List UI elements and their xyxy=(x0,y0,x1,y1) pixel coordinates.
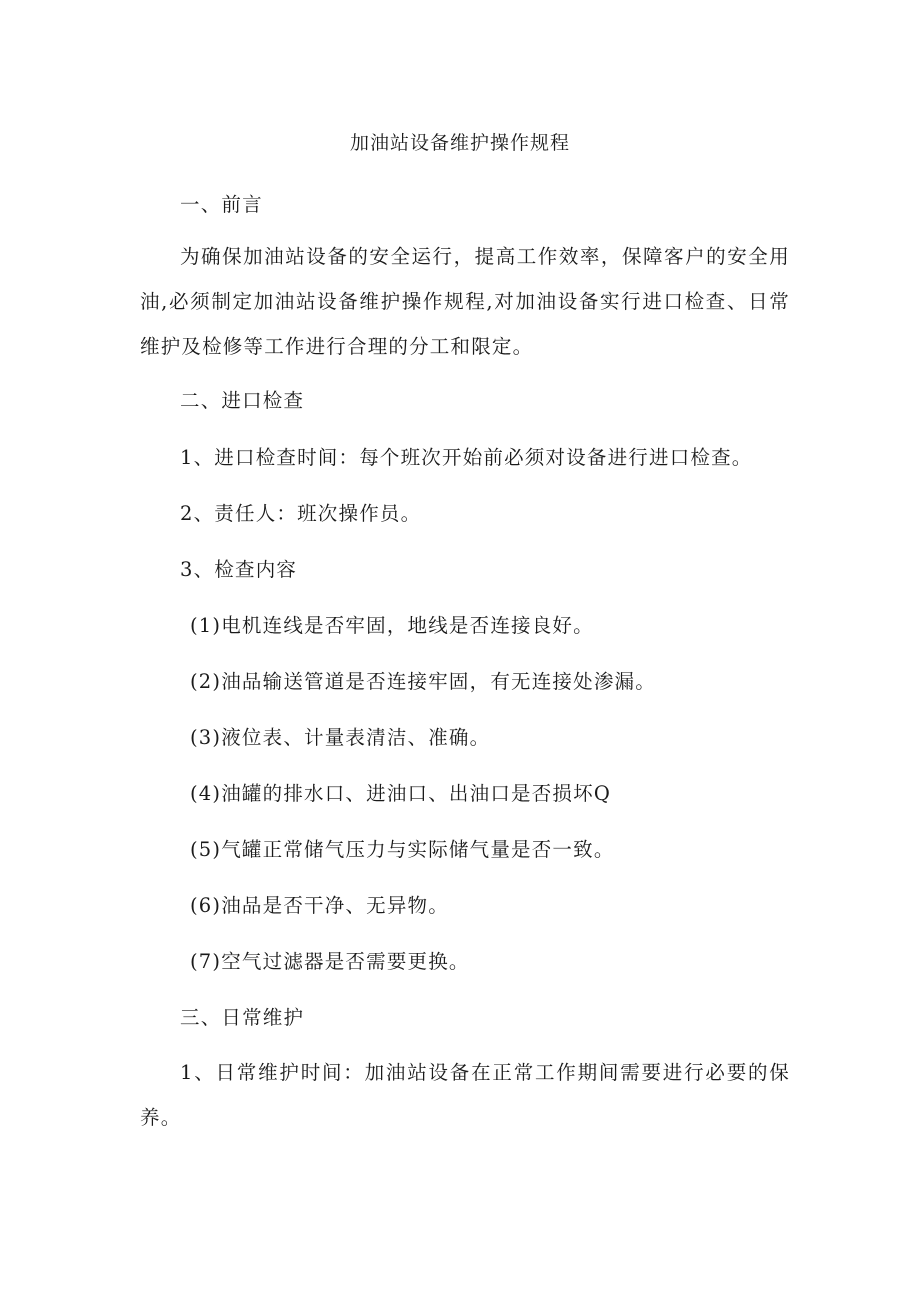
inspection-item-content: 3、检查内容 xyxy=(180,558,298,581)
section-heading-inspection: 二、进口检查 xyxy=(180,389,305,412)
check-item: (1)电机连线是否牢固，地线是否连接良好。 xyxy=(190,614,594,637)
inspection-item-responsible: 2、责任人：班次操作员。 xyxy=(180,502,422,525)
check-item: (4)油罐的排水口、进油口、出油口是否损坏Q xyxy=(190,782,612,805)
check-item: (7)空气过滤器是否需要更换。 xyxy=(190,950,470,973)
maintenance-paragraph: 1、日常维护时间：加油站设备在正常工作期间需要进行必要的保养。 xyxy=(140,1061,790,1129)
check-item: (2)油品输送管道是否连接牢固，有无连接处渗漏。 xyxy=(190,670,656,693)
document-title: 加油站设备维护操作规程 xyxy=(349,132,570,154)
section-heading-maintenance: 三、日常维护 xyxy=(180,1006,305,1029)
inspection-item-time: 1、进口检查时间：每个班次开始前必须对设备进行进口检查。 xyxy=(180,446,753,469)
section-heading-preface: 一、前言 xyxy=(180,193,263,216)
check-item: (6)油品是否干净、无异物。 xyxy=(190,894,449,917)
check-item: (5)气罐正常储气压力与实际储气量是否一致。 xyxy=(190,838,615,861)
preface-paragraph: 为确保加油站设备的安全运行，提高工作效率，保障客户的安全用油,必须制定加油站设备维护操作规程,对加油设备实行进口检查、日常维护及检修等工作进行合理的分工和限定。 xyxy=(140,245,790,358)
check-item: (3)液位表、计量表清洁、准确。 xyxy=(190,726,491,749)
